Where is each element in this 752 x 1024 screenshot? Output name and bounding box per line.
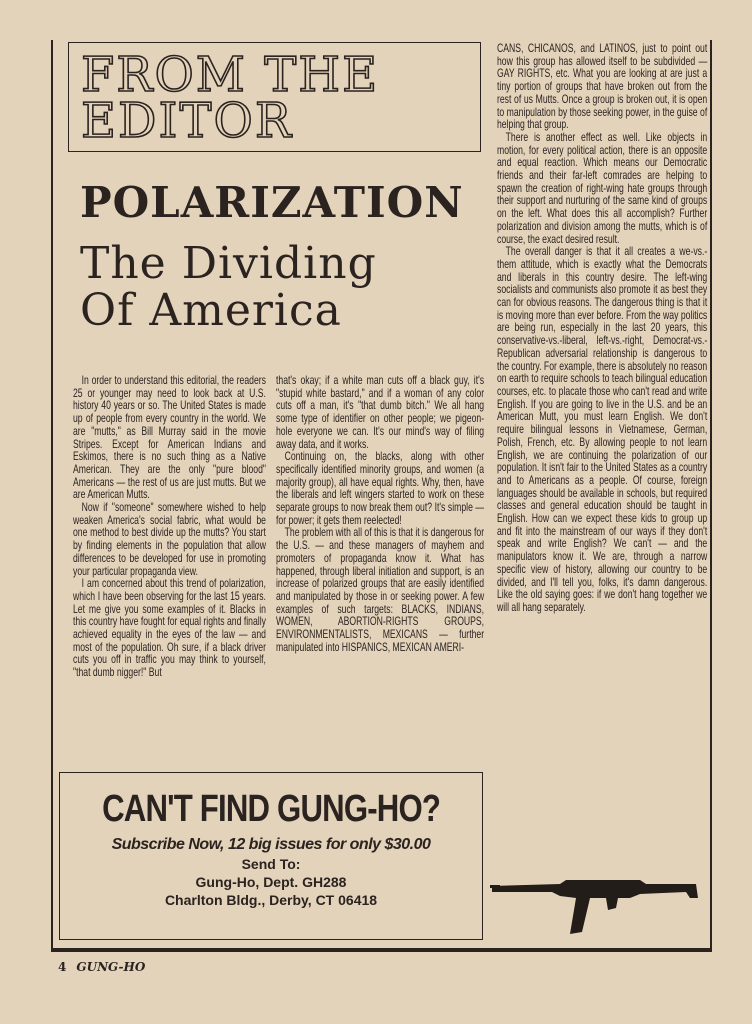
page-footer xyxy=(58,960,145,974)
article-headline: POLARIZATION xyxy=(80,178,464,227)
paragraph: The overall danger is that it all creates a we-vs.-them attitude, which is exactly what the Democrats and liberals in this country desire. The left-wing socialists and communists also promote it as best they can for obvious reasons. The dangerous thing is that it is moving more than ever before. From the way politics are being run, especially in the last 20 years, this conservative-vs.-liberal, left-vs.-right, Democrat-vs.-Republican adversarial relationship is dangerous to the country. For example, there is absolutely no reason on earth to require schools to teach bilingual education courses, etc. to placate those who can't read and write English. If you are going to live in the U.S. and be an American Mutt, you must learn English. We don't require bilingual lessons in Vietnamese, German, Polish, French, etc. By allowing people to not learn English, we are continuing the polarization of our population. It isn't fair to the United States as a country and to Americans as a people. Of course, foreign languages should be available in schools, but required classes and general education should be taught in English. How can we expect these kids to group up and fit into the mainstream of our ways if they don't speak and write English? We can't — and the manipulators know it. We are, through a narrow specific view of history, allowing our country to be divided, and I'll tell you, folks, it's damn dangerous. Like the old saying goes: if we don't hang together we will all hang separately. xyxy=(497,244,708,614)
paragraph: CANS, CHICANOS, and LATINOS, just to point out how this group has allowed itself to be subdivided — GAY RIGHTS, etc. What you are looking at are just a tiny portion of groups that have broken out from the rest of us Mutts. Once a group is broken out, it is open to manipulation by those seeking power, in the guise of helping that group. xyxy=(497,41,708,132)
ad-send-to: Send To: xyxy=(241,856,301,872)
ad-address-line1: Gung-Ho, Dept. GH288 xyxy=(195,874,347,890)
page-number: 4 xyxy=(58,960,67,974)
paragraph: There is another effect as well. Like objects in motion, for every political action, there is an opposite and equal reaction. Which means our Democratic friends and their far-left comrades are helping to spawn the creation of right-wing hate groups through their support and nurturing of the same kind of groups on the left. What does this all accomplish? Further polarization and division among the mutts, which is of course, the exact desired result. xyxy=(497,129,708,246)
ad-headline: CAN'T FIND GUNG-HO? xyxy=(101,788,441,830)
article-subhead xyxy=(80,240,377,334)
ad-subscribe-offer: Subscribe Now, 12 big issues for only $30.00 xyxy=(111,836,431,853)
paragraph: I am concerned about this trend of polarization, which I have been observing for the last 15 years. Let me give you some examples of it. Blacks in this country have fought for equal rights and finally achieved equality in the eyes of the law — and most of the population. Oh sure, if a black driver cuts you off in traffic you may think to yourself, "that dumb nigger!" But xyxy=(73,576,266,680)
section-title-line2: EDITOR xyxy=(81,93,293,149)
subhead-line2: Of America xyxy=(80,285,342,336)
rifle-icon xyxy=(490,872,702,936)
paragraph: that's okay; if a white man cuts off a black guy, it's "stupid white bastard," and if a woman of any color cuts off a man, it's "that dumb bitch." We all hang some type of identifier on other people; we pigeon-hole everyone we can. It's our mind's way of filing away data, and it works. xyxy=(276,373,485,451)
frame-right-rule xyxy=(710,40,712,952)
article-column-2 xyxy=(276,374,484,653)
article-column-1 xyxy=(73,374,266,679)
paragraph: The problem with all of this is that it is dangerous for the U.S. — and these managers of mayhem and promoters of propaganda know it. What has happened, through liberal initiation and support, is an increase of polarized groups that are easily identified and manipulated by those in or seeking power. A few examples of such targets: BLACKS, INDIANS, WOMEN, ABORTION-RIGHTS GROUPS, ENVIRONMENTALISTS, MEXICANS — further manipulated into HISPANICS, MEXICAN AMERI- xyxy=(276,525,485,654)
article-column-3 xyxy=(497,42,707,614)
paragraph: In order to understand this editorial, the readers 25 or younger may need to look back at U.S. history 40 years or so. The United States is made up of people from every country in the world. We are "mutts," as Bill Murray said in the movie Stripes. Except for American Indians and Eskimos, there is no such thing as a Native American. They are the only "pure blood" Americans — the rest of us are just mutts. But we are American Mutts. xyxy=(73,373,266,502)
frame-left-rule xyxy=(51,40,53,952)
section-title-line1: FROM THE xyxy=(81,47,380,103)
paragraph: Continuing on, the blacks, along with other specifically identified minority groups, and women (a majority group), all have equal rights. Why, then, have the liberals and left wingers started to work on these separate groups to now break them out? It's simple — for power; it gets them reelected! xyxy=(276,449,485,527)
section-title-box xyxy=(68,42,481,152)
subhead-line1: The Dividing xyxy=(80,238,377,289)
ad-address-line2: Charlton Bldg., Derby, CT 06418 xyxy=(164,892,378,908)
frame-bottom-rule xyxy=(51,948,712,952)
magazine-name: GUNG-HO xyxy=(76,960,146,974)
paragraph: Now if "someone" somewhere wished to help weaken America's social fabric, what would be one method to best divide up the mutts? You start by finding elements in the population that allow differences to be developed for use in promoting your particular propaganda view. xyxy=(73,500,266,578)
subscription-ad xyxy=(59,772,483,940)
